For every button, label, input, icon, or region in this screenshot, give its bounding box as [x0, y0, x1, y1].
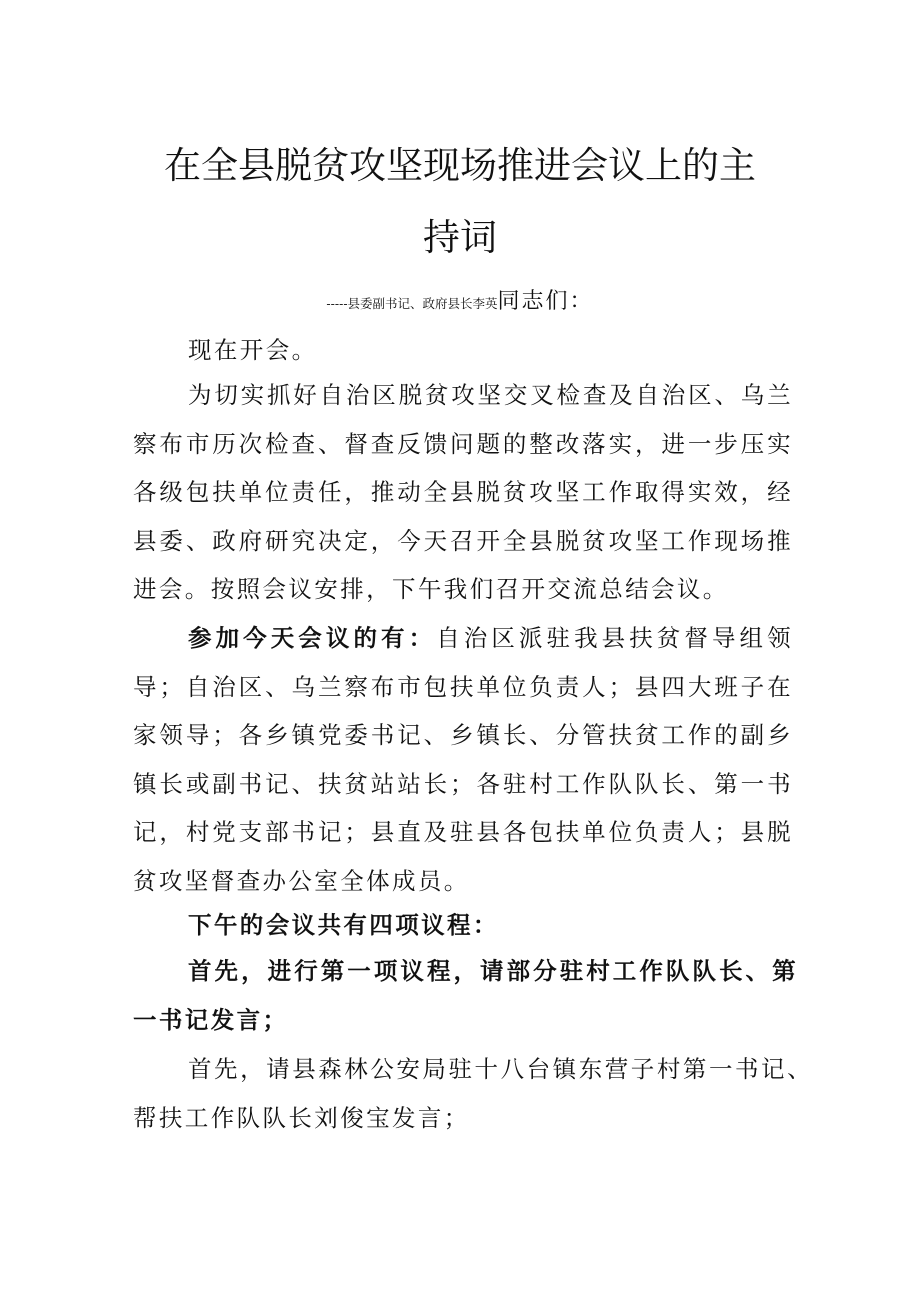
paragraph-opening: 现在开会。	[188, 336, 318, 364]
paragraph-agenda: 下午的会议共有四项议程：	[188, 911, 499, 939]
paragraph-agenda-item-1: 首先，进行第一项议程，请部分驻村工作队队长、第一书记发言；	[133, 957, 798, 1034]
document-title-line-1: 在全县脱贫攻坚现场推进会议上的主	[164, 144, 756, 187]
byline	[0, 284, 920, 315]
speaker-attribution: -----县委副书记、政府县长李英	[326, 296, 498, 311]
attendees-lead: 参加今天会议的有：	[188, 624, 437, 652]
paragraph-attendees	[133, 614, 793, 906]
document-title-line-2: 持词	[423, 216, 497, 259]
paragraph-speaker-1: 首先，请县森林公安局驻十八台镇东营子村第一书记、帮扶工作队队长刘俊宝发言；	[133, 1055, 813, 1132]
salutation: 同志们：	[497, 289, 594, 314]
paragraph-purpose: 为切实抓好自治区脱贫攻坚交叉检查及自治区、乌兰察布市历次检查、督查反馈问题的整改落实，进一步压实各级包扶单位责任，推动全县脱贫攻坚工作取得实效，经县委、政府研究决定，今天召开全县脱贫攻坚工作现场推进会。按照会议安排，下午我们召开交流总结会议。	[133, 381, 793, 604]
attendees-list: 自治区派驻我县扶贫督导组领导；自治区、乌兰察布市包扶单位负责人；县四大班子在家领导；各乡镇党委书记、乡镇长、分管扶贫工作的副乡镇长或副书记、扶贫站站长；各驻村工作队队长、第一书记，村党支部书记；县直及驻县各包扶单位负责人；县脱贫攻坚督查办公室全体成员。	[133, 624, 793, 895]
